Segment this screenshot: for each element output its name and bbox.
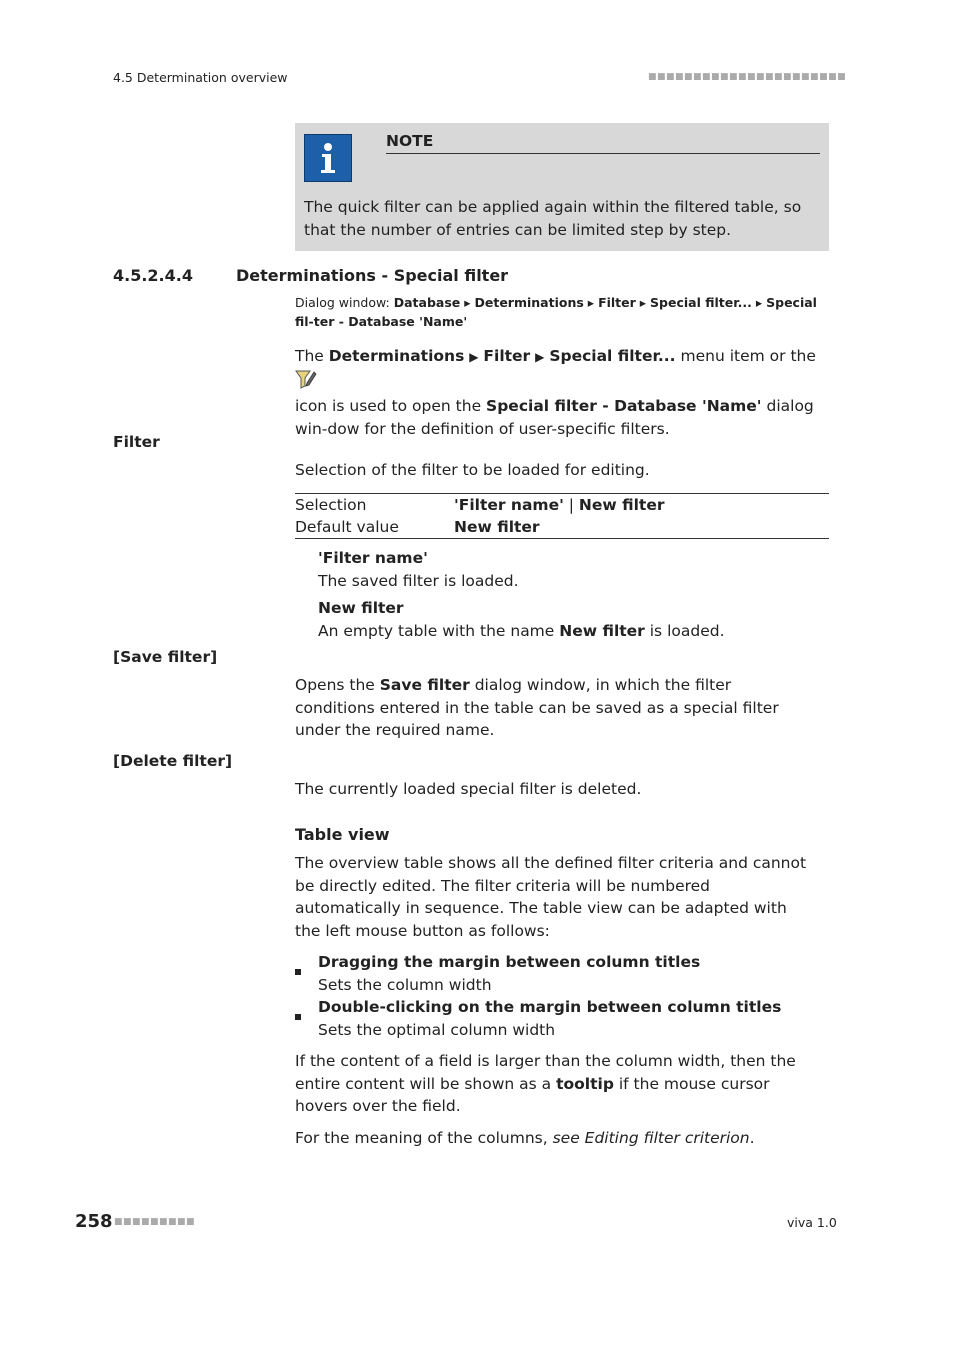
selection-values — [454, 494, 664, 516]
delete-filter-desc: The currently loaded special filter is deleted. — [295, 780, 642, 798]
table-view-paragraph: The overview table shows all the defined filter criteria and cannot be directly edited. The filter criteria will be numbered automatically in sequence. The table view can be adapted with the left mouse button as follows: — [295, 854, 807, 940]
header-section: 4.5 Determination overview — [113, 70, 288, 85]
default-label: Default value — [295, 518, 399, 536]
table-view-title: Table view — [295, 825, 390, 844]
default-row — [295, 516, 829, 538]
dialog-item: Determinations — [474, 295, 584, 310]
section-number: 4.5.2.4.4 — [113, 266, 193, 285]
filter-label: Filter — [113, 433, 160, 451]
intro-text: icon is used to open the — [295, 397, 487, 415]
dialog-name: Special filter - Database 'Name' — [486, 397, 762, 415]
selection-value: New filter — [578, 496, 665, 514]
option-desc: The saved filter is loaded. — [318, 571, 519, 590]
option-title: 'Filter name' — [318, 549, 428, 567]
dialog-path — [295, 293, 829, 331]
header-dots: ■■■■■■■■■■■■■■■■■■■■■■ — [648, 72, 847, 82]
arrow-right-icon: ▸ — [587, 295, 595, 310]
info-icon — [304, 134, 352, 182]
section-title: Determinations - Special filter — [236, 266, 509, 285]
dialog-item: Database — [393, 295, 461, 310]
bullet-icon — [295, 969, 301, 975]
save-filter-desc: Opens the Save filter dialog window, in which the filter conditions entered in the table can be saved as a special filter under the required name. — [295, 676, 779, 739]
bullet-desc: Sets the optimal column width — [318, 1020, 556, 1039]
columns-reference: For the meaning of the columns, see Editing filter criterion. — [295, 1129, 755, 1147]
bullet-desc: Sets the column width — [318, 975, 492, 994]
arrow-right-icon: ▸ — [755, 295, 763, 310]
option-title: New filter — [318, 599, 404, 617]
footer-dots: ■■■■■■■■■ — [114, 1217, 196, 1227]
option-desc: An empty table with the name New filter is loaded. — [318, 621, 725, 640]
filter-desc: Selection of the filter to be loaded for editing. — [295, 461, 650, 479]
menu-path-item: Determinations — [328, 347, 465, 365]
filter-options — [318, 547, 828, 642]
bullet-title: Double-clicking on the margin between column titles — [318, 998, 782, 1016]
save-filter-label: [Save filter] — [113, 648, 218, 666]
filter-parameter-table — [295, 493, 829, 539]
intro-paragraph — [295, 345, 829, 440]
see-link[interactable]: see Editing filter criterion — [552, 1129, 750, 1147]
filter-edit-icon — [295, 369, 317, 396]
tooltip-paragraph: If the content of a field is larger than the column width, then the entire content will be shown as a tooltip if the mouse cursor hovers over the field. — [295, 1052, 796, 1115]
selection-label: Selection — [295, 496, 367, 514]
arrow-right-icon: ▸ — [464, 295, 471, 310]
default-value: New filter — [454, 518, 540, 536]
selection-row — [295, 494, 829, 516]
intro-text: The — [295, 347, 329, 365]
intro-text: dialog win-dow for the definition of user-specific filters. — [295, 397, 814, 438]
selection-value: 'Filter name' — [454, 496, 564, 514]
dialog-item: Special fil-ter - Database 'Name' — [295, 295, 817, 329]
bullet-title: Dragging the margin between column titles — [318, 953, 701, 971]
list-item — [295, 996, 829, 1041]
table-view-bullets — [295, 951, 829, 1041]
dialog-item: Filter — [598, 295, 636, 310]
intro-text: menu item or the — [675, 347, 816, 365]
selection-separator: | — [563, 496, 579, 514]
list-item — [295, 951, 829, 996]
arrow-right-icon: ▶ — [469, 350, 479, 364]
bullet-icon — [295, 1014, 301, 1020]
menu-path-item: Filter — [483, 347, 531, 365]
dialog-prefix: Dialog window: — [295, 295, 394, 310]
arrow-right-icon: ▶ — [535, 350, 545, 364]
note-text: The quick filter can be applied again within the filtered table, so that the number of entries can be limited step by step. — [304, 198, 802, 239]
note-title: NOTE — [386, 132, 820, 154]
menu-path-item: Special filter... — [549, 347, 676, 365]
dialog-item: Special filter... — [650, 295, 752, 310]
page-number: 258 — [75, 1211, 113, 1232]
product-version: viva 1.0 — [787, 1215, 837, 1230]
arrow-right-icon: ▸ — [639, 295, 647, 310]
delete-filter-label: [Delete filter] — [113, 752, 233, 770]
